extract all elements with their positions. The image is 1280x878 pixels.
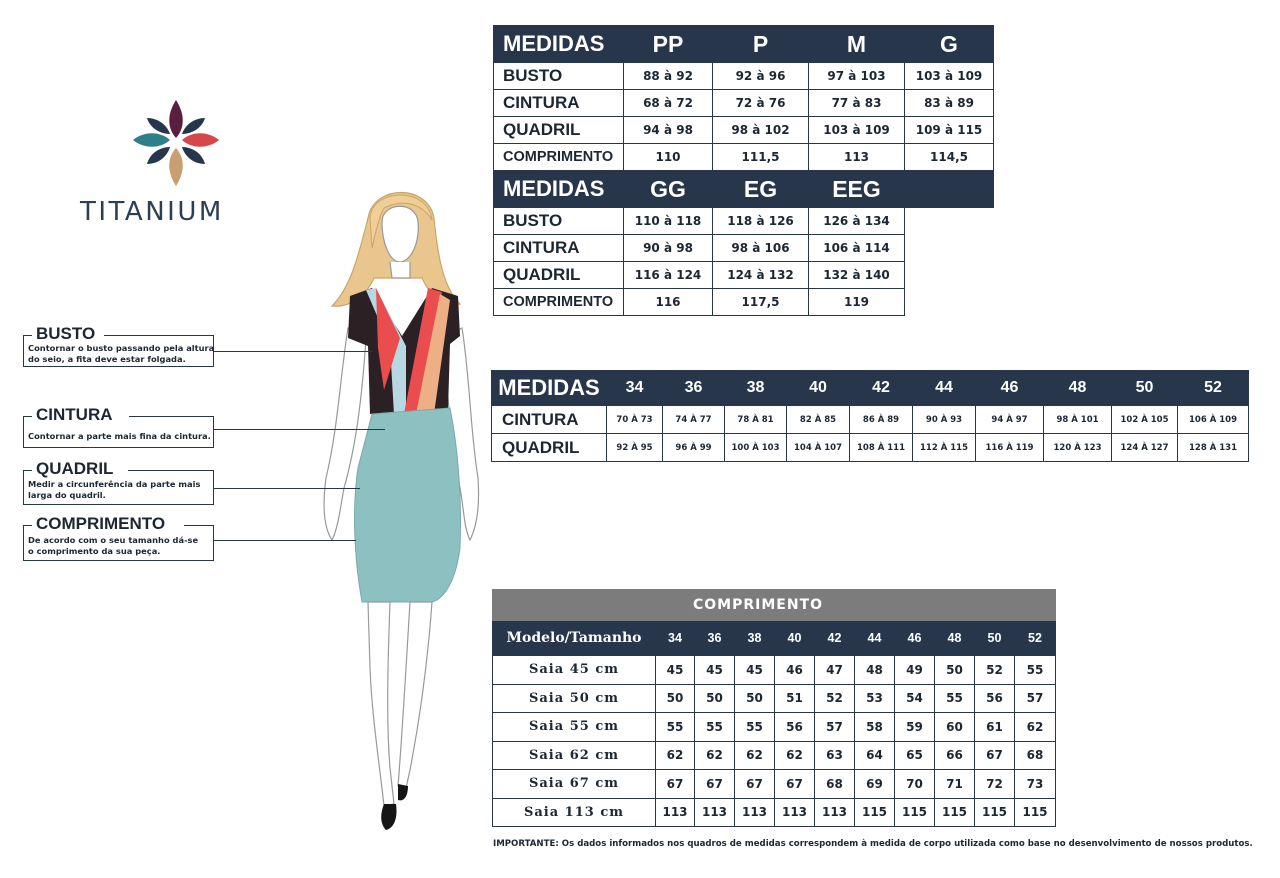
table-cell: 62 <box>1015 713 1056 742</box>
size-header: 52 <box>1178 371 1249 406</box>
size-header: 36 <box>695 621 735 656</box>
size-header: 52 <box>1015 621 1056 656</box>
table-cell: 92 À 95 <box>607 434 663 462</box>
size-header: 48 <box>1044 371 1112 406</box>
size-table-letters <box>493 25 994 316</box>
table-cell: 120 À 123 <box>1044 434 1112 462</box>
row-label: COMPRIMENTO <box>494 144 624 171</box>
row-label: CINTURA <box>492 406 607 434</box>
callout-cintura-text-1: Contornar a parte mais fina da cintura. <box>28 431 211 441</box>
size-header: 38 <box>725 371 787 406</box>
table-row <box>494 289 994 316</box>
table-cell: 115 <box>1015 798 1056 827</box>
table-cell: 55 <box>735 713 775 742</box>
blank-cell <box>905 235 994 262</box>
table-cell: 104 À 107 <box>787 434 850 462</box>
table-cell: 116 à 124 <box>624 262 713 289</box>
table-cell: 90 à 98 <box>624 235 713 262</box>
important-note-text: Os dados informados nos quadros de medidas correspondem à medida de corpo utilizada como base no desenvolvimento de nossos produtos. <box>561 839 1253 849</box>
table-cell: 50 <box>735 684 775 713</box>
table-row <box>493 770 1056 799</box>
table-cell: 67 <box>695 770 735 799</box>
figure-illustration <box>310 178 490 838</box>
comprimento-table <box>492 589 1056 827</box>
table-cell: 73 <box>1015 770 1056 799</box>
row-label: CINTURA <box>494 235 624 262</box>
size-header: 46 <box>976 371 1044 406</box>
table-cell: 115 <box>895 798 935 827</box>
callout-quadril-text-1: Medir a circunferência da parte mais <box>28 479 201 489</box>
table-cell: 117,5 <box>713 289 809 316</box>
table-cell: 109 à 115 <box>905 117 994 144</box>
table-cell: 63 <box>815 741 855 770</box>
table-cell: 65 <box>895 741 935 770</box>
callout-comprimento-text-2: o comprimento da sua peça. <box>28 546 161 556</box>
table-cell: 49 <box>895 656 935 685</box>
table-row <box>492 406 1249 434</box>
table-cell: 45 <box>695 656 735 685</box>
table-cell: 106 à 114 <box>809 235 905 262</box>
table-cell: 74 À 77 <box>663 406 725 434</box>
table-cell: 53 <box>855 684 895 713</box>
table-cell: 55 <box>935 684 975 713</box>
table-row <box>493 656 1056 685</box>
table-cell: 78 À 81 <box>725 406 787 434</box>
size-header: 40 <box>775 621 815 656</box>
table-cell: 115 <box>935 798 975 827</box>
table-cell: 103 à 109 <box>809 117 905 144</box>
table-cell: 102 À 105 <box>1112 406 1178 434</box>
callout-busto-text-2: do seio, a fita deve estar folgada. <box>28 354 186 364</box>
table-cell: 56 <box>775 713 815 742</box>
size-header: 40 <box>787 371 850 406</box>
table-cell: 50 <box>935 656 975 685</box>
size-header-eg: EG <box>713 171 809 208</box>
table-cell: 114,5 <box>905 144 994 171</box>
table-row <box>493 684 1056 713</box>
table-cell: 110 <box>624 144 713 171</box>
table-cell: 55 <box>656 713 695 742</box>
table-row <box>493 798 1056 827</box>
table-cell: 57 <box>815 713 855 742</box>
table-cell: 110 à 118 <box>624 208 713 235</box>
table-row <box>492 434 1249 462</box>
callout-quadril <box>23 459 214 505</box>
table-row <box>494 90 994 117</box>
row-label: COMPRIMENTO <box>494 289 624 316</box>
callout-busto-text-1: Contornar o busto passando pela altura <box>28 343 215 353</box>
important-note-lead: IMPORTANTE: <box>493 839 559 849</box>
row-label: QUADRIL <box>492 434 607 462</box>
table-cell: 70 À 73 <box>607 406 663 434</box>
table-cell: 70 <box>895 770 935 799</box>
table-cell: 100 À 103 <box>725 434 787 462</box>
table-cell: 60 <box>935 713 975 742</box>
table-cell: 67 <box>656 770 695 799</box>
table-row <box>494 262 994 289</box>
size-header: 42 <box>850 371 913 406</box>
callout-cintura-title: CINTURA <box>36 405 113 424</box>
comprimento-leader-line <box>213 540 356 541</box>
table-cell: 92 à 96 <box>713 63 809 90</box>
size-header: 44 <box>855 621 895 656</box>
table-cell: 126 à 134 <box>809 208 905 235</box>
brand-name: TITANIUM <box>80 197 224 227</box>
size-header: 36 <box>663 371 725 406</box>
titanium-logo-icon <box>130 98 222 188</box>
size-header: 42 <box>815 621 855 656</box>
table-cell: 67 <box>775 770 815 799</box>
table-row <box>494 63 994 90</box>
table-cell: 57 <box>1015 684 1056 713</box>
row-label: CINTURA <box>494 90 624 117</box>
callout-busto <box>23 324 215 367</box>
table-cell: 59 <box>895 713 935 742</box>
table-row <box>494 117 994 144</box>
callout-comprimento-title: COMPRIMENTO <box>36 514 166 533</box>
size-header-pp: PP <box>624 26 713 63</box>
table-cell: 116 <box>624 289 713 316</box>
table-cell: 103 à 109 <box>905 63 994 90</box>
header-filler <box>905 171 994 208</box>
callout-busto-title: BUSTO <box>36 324 96 343</box>
table-cell: 51 <box>775 684 815 713</box>
table-cell: 94 à 98 <box>624 117 713 144</box>
table-cell: 58 <box>855 713 895 742</box>
table-cell: 56 <box>975 684 1015 713</box>
table-cell: 47 <box>815 656 855 685</box>
row-label: QUADRIL <box>494 262 624 289</box>
size-header: 48 <box>935 621 975 656</box>
comprimento-title: COMPRIMENTO <box>493 590 1056 621</box>
table-cell: 55 <box>1015 656 1056 685</box>
row-label: Saia 113 cm <box>493 798 656 827</box>
size-header: 50 <box>1112 371 1178 406</box>
table-row <box>493 741 1056 770</box>
table-cell: 68 <box>1015 741 1056 770</box>
table-cell: 46 <box>775 656 815 685</box>
table-cell: 62 <box>735 741 775 770</box>
table-cell: 55 <box>695 713 735 742</box>
table-cell: 67 <box>735 770 775 799</box>
table-cell: 62 <box>656 741 695 770</box>
row-label: Saia 50 cm <box>493 684 656 713</box>
table-cell: 64 <box>855 741 895 770</box>
row-label: Saia 45 cm <box>493 656 656 685</box>
table-cell: 94 À 97 <box>976 406 1044 434</box>
table-row <box>494 144 994 171</box>
table-cell: 61 <box>975 713 1015 742</box>
table-cell: 68 à 72 <box>624 90 713 117</box>
table-cell: 72 <box>975 770 1015 799</box>
table-cell: 67 <box>975 741 1015 770</box>
table-cell: 113 <box>656 798 695 827</box>
table-cell: 113 <box>775 798 815 827</box>
size-header: 34 <box>607 371 663 406</box>
size-header-p: P <box>713 26 809 63</box>
table-row <box>494 235 994 262</box>
table-row <box>493 713 1056 742</box>
table-cell: 111,5 <box>713 144 809 171</box>
table-cell: 90 À 93 <box>913 406 976 434</box>
table-cell: 97 à 103 <box>809 63 905 90</box>
row-label: QUADRIL <box>494 117 624 144</box>
size-header: 44 <box>913 371 976 406</box>
table1-header-medidas: MEDIDAS <box>494 26 624 63</box>
table-cell: 54 <box>895 684 935 713</box>
blank-cell <box>905 208 994 235</box>
table-cell: 115 <box>855 798 895 827</box>
callout-comprimento <box>23 514 214 561</box>
table-cell: 86 À 89 <box>850 406 913 434</box>
table-cell: 88 à 92 <box>624 63 713 90</box>
table-cell: 113 <box>809 144 905 171</box>
table-cell: 45 <box>656 656 695 685</box>
table-cell: 98 à 106 <box>713 235 809 262</box>
table-cell: 124 À 127 <box>1112 434 1178 462</box>
table-cell: 62 <box>695 741 735 770</box>
busto-leader-line <box>213 351 373 352</box>
table-cell: 62 <box>775 741 815 770</box>
table-cell: 50 <box>656 684 695 713</box>
table-cell: 66 <box>935 741 975 770</box>
row-label: Saia 62 cm <box>493 741 656 770</box>
table-row <box>494 208 994 235</box>
table-cell: 71 <box>935 770 975 799</box>
table-cell: 106 À 109 <box>1178 406 1249 434</box>
blank-cell <box>905 262 994 289</box>
row-label: BUSTO <box>494 63 624 90</box>
table-cell: 132 à 140 <box>809 262 905 289</box>
size-header-g: G <box>905 26 994 63</box>
table-cell: 45 <box>735 656 775 685</box>
size-header-gg: GG <box>624 171 713 208</box>
table-cell: 108 À 111 <box>850 434 913 462</box>
quadril-leader-line <box>213 488 360 489</box>
size-header: 46 <box>895 621 935 656</box>
table-cell: 77 à 83 <box>809 90 905 117</box>
cintura-leader-line <box>213 429 385 430</box>
table-cell: 52 <box>815 684 855 713</box>
table-cell: 48 <box>855 656 895 685</box>
size-header: 38 <box>735 621 775 656</box>
table-cell: 83 à 89 <box>905 90 994 117</box>
blank-cell <box>905 289 994 316</box>
table-cell: 82 À 85 <box>787 406 850 434</box>
size-header-eeg: EEG <box>809 171 905 208</box>
row-label: Saia 55 cm <box>493 713 656 742</box>
table-cell: 112 À 115 <box>913 434 976 462</box>
row-label: BUSTO <box>494 208 624 235</box>
table-cell: 119 <box>809 289 905 316</box>
table-cell: 116 À 119 <box>976 434 1044 462</box>
table-cell: 68 <box>815 770 855 799</box>
callout-quadril-text-2: larga do quadril. <box>28 490 106 500</box>
table-cell: 124 à 132 <box>713 262 809 289</box>
table-cell: 113 <box>815 798 855 827</box>
size-header: 34 <box>656 621 695 656</box>
table-cell: 72 à 76 <box>713 90 809 117</box>
table-cell: 118 à 126 <box>713 208 809 235</box>
table1-header-medidas-2: MEDIDAS <box>494 171 624 208</box>
table-cell: 115 <box>975 798 1015 827</box>
table-cell: 113 <box>735 798 775 827</box>
table-cell: 69 <box>855 770 895 799</box>
table-cell: 50 <box>695 684 735 713</box>
table-cell: 128 À 131 <box>1178 434 1249 462</box>
callout-comprimento-text-1: De acordo com o seu tamanho dá-se <box>28 535 199 545</box>
callout-cintura <box>23 405 214 448</box>
important-note <box>493 839 1253 849</box>
table-cell: 96 À 99 <box>663 434 725 462</box>
table-cell: 98 À 101 <box>1044 406 1112 434</box>
callout-quadril-title: QUADRIL <box>36 459 114 478</box>
table-cell: 98 à 102 <box>713 117 809 144</box>
row-label: Saia 67 cm <box>493 770 656 799</box>
size-header: 50 <box>975 621 1015 656</box>
size-header-m: M <box>809 26 905 63</box>
table3-header-modelo: Modelo/Tamanho <box>493 621 656 656</box>
size-table-numbers <box>491 370 1249 462</box>
table-cell: 52 <box>975 656 1015 685</box>
table2-header-medidas: MEDIDAS <box>492 371 607 406</box>
table-cell: 113 <box>695 798 735 827</box>
